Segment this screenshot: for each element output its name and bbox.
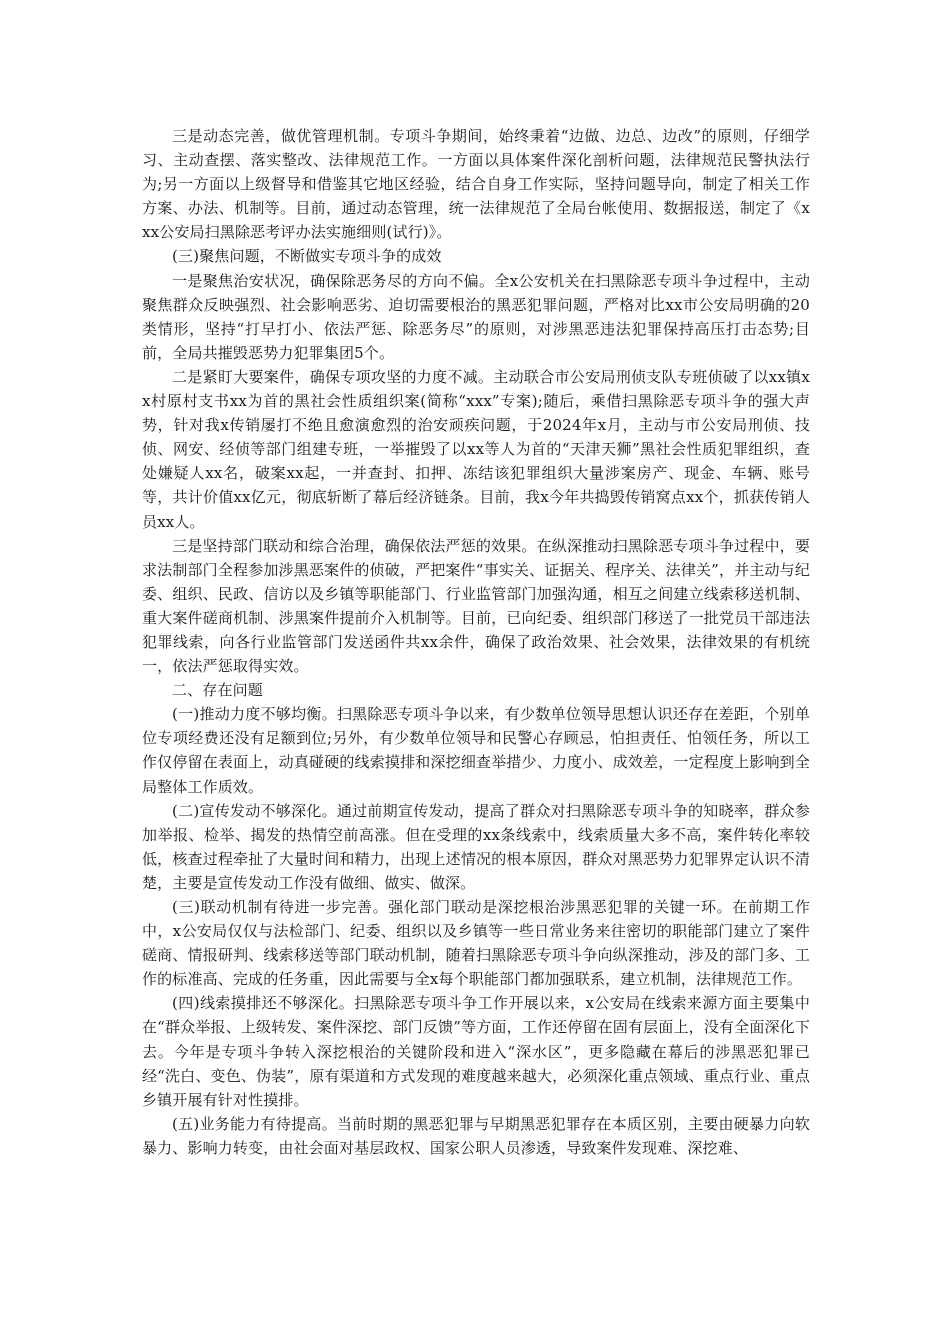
paragraph-department-linkage: 三是坚持部门联动和综合治理，确保依法严惩的效果。在纵深推动扫黑除恶专项斗争过程中，要求法制部门全程参加涉黑恶案件的侦破，严把案件“事实关、证据关、程序关、法律关”，并主动与纪委、组织、民政、信访以及乡镇等职能部门、行业监管部门加强沟通，相互之间建立线索移送机制、重大案件磋商机制、涉黑案件提前介入机制等。目前，已向纪委、组织部门移送了一批党员干部违法犯罪线索，向各行业监管部门发送函件共xx余件，确保了政治效果、社会效果，法律效果的有机统一，依法严惩取得实效。 <box>142 536 810 676</box>
paragraph-problem-4: (四)线索摸排还不够深化。扫黑除恶专项斗争工作开展以来，x公安局在线索来源方面主要集中在“群众举报、上级转发、案件深挖、部门反馈”等方面，工作还停留在固有层面上，没有全面深化下去。今年是专项斗争转入深挖根治的关键阶段和进入“深水区”，更多隐藏在幕后的涉黑恶犯罪已经“洗白、变色、伪装”，原有渠道和方式发现的难度越来越大，必须深化重点领域、重点行业、重点乡镇开展有针对性摸排。 <box>142 994 810 1109</box>
paragraph-major-cases: 二是紧盯大要案件，确保专项攻坚的力度不减。主动联合市公安局刑侦支队专班侦破了以xx镇xx村原村支书xx为首的黑社会性质组织案(简称“xxx”专案);随后，乘借扫黑除恶专项斗争的强大声势，针对我x传销屡打不绝且愈演愈烈的治安顽疾问题，于2024年x月，主动与市公安局刑侦、技侦、网安、经侦等部门组建专班，一举摧毁了以xx等人为首的“天津天狮”黑社会性质犯罪组织，查处嫌疑人xx名，破案xx起，一并查封、扣押、冻结该犯罪组织大量涉案房产、现金、车辆、账号等，共计价值xx亿元，彻底斩断了幕后经济链条。目前，我x今年共捣毁传销窝点xx个，抓获传销人员xx人。 <box>142 367 810 531</box>
paragraph-problem-3: (三)联动机制有待进一步完善。强化部门联动是深挖根治涉黑恶犯罪的关键一环。在前期工作中，x公安局仅仅与法检部门、纪委、组织以及乡镇等一些日常业务来往密切的职能部门建立了案件磋商、情报研判、线索移送等部门联动机制，随着扫黑除恶专项斗争向纵深推动，涉及的部门多、工作的标准高、完成的任务重，因此需要与全x每个职能部门都加强联系，建立机制，法律规范工作。 <box>142 898 810 989</box>
paragraph-public-security: 一是聚焦治安状况，确保除恶务尽的方向不偏。全x公安机关在扫黑除恶专项斗争过程中，主动聚焦群众反映强烈、社会影响恶劣、迫切需要根治的黑恶犯罪问题，严格对比xx市公安局明确的20类情形，坚持“打早打小、依法严惩、除恶务尽”的原则，对涉黑恶违法犯罪保持高压打击态势;目前，全局共摧毁恶势力犯罪集团5个。 <box>142 271 810 362</box>
paragraph-problem-5: (五)业务能力有待提高。当前时期的黑恶犯罪与早期黑恶犯罪存在本质区别，主要由硬暴力向软暴力、影响力转变，由社会面对基层政权、国家公职人员渗透，导致案件发现难、深挖难、 <box>142 1114 810 1157</box>
paragraph-dynamic-mechanism: 三是动态完善，做优管理机制。专项斗争期间，始终秉着“边做、边总、边改”的原则，仔细学习、主动查摆、落实整改、法律规范工作。一方面以具体案件深化剖析问题，法律规范民警执法行为;另一方面以上级督导和借鉴其它地区经验，结合自身工作实际，坚持问题导向，制定了相关工作方案、办法、机制等。目前，通过动态管理，统一法律规范了全局台帐使用、数据报送，制定了《xxx公安局扫黑除恶考评办法实施细则(试行)》。 <box>142 127 810 242</box>
section-heading-focus-problems: (三)聚焦问题，不断做实专项斗争的成效 <box>172 247 442 266</box>
paragraph-problem-2: (二)宣传发动不够深化。通过前期宣传发动，提高了群众对扫黑除恶专项斗争的知晓率，群众参加举报、检举、揭发的热情空前高涨。但在受理的xx条线索中，线索质量大多不高，案件转化率较低，核查过程牵扯了大量时间和精力，出现上述情况的根本原因，群众对黑恶势力犯罪界定认识不清楚，主要是宣传发动工作没有做细、做实、做深。 <box>142 801 810 892</box>
document-page <box>142 124 810 1160</box>
paragraph-problem-1: (一)推动力度不够均衡。扫黑除恶专项斗争以来，有少数单位领导思想认识还存在差距，个别单位专项经费还没有足额到位;另外，有少数单位领导和民警心存顾忌，怕担责任、怕领任务，所以工作仅停留在表面上，动真碰硬的线索摸排和深挖细查举措少、力度小、成效差，一定程度上影响到全局整体工作质效。 <box>142 705 810 796</box>
section-heading-existing-problems: 二、存在问题 <box>172 681 263 700</box>
